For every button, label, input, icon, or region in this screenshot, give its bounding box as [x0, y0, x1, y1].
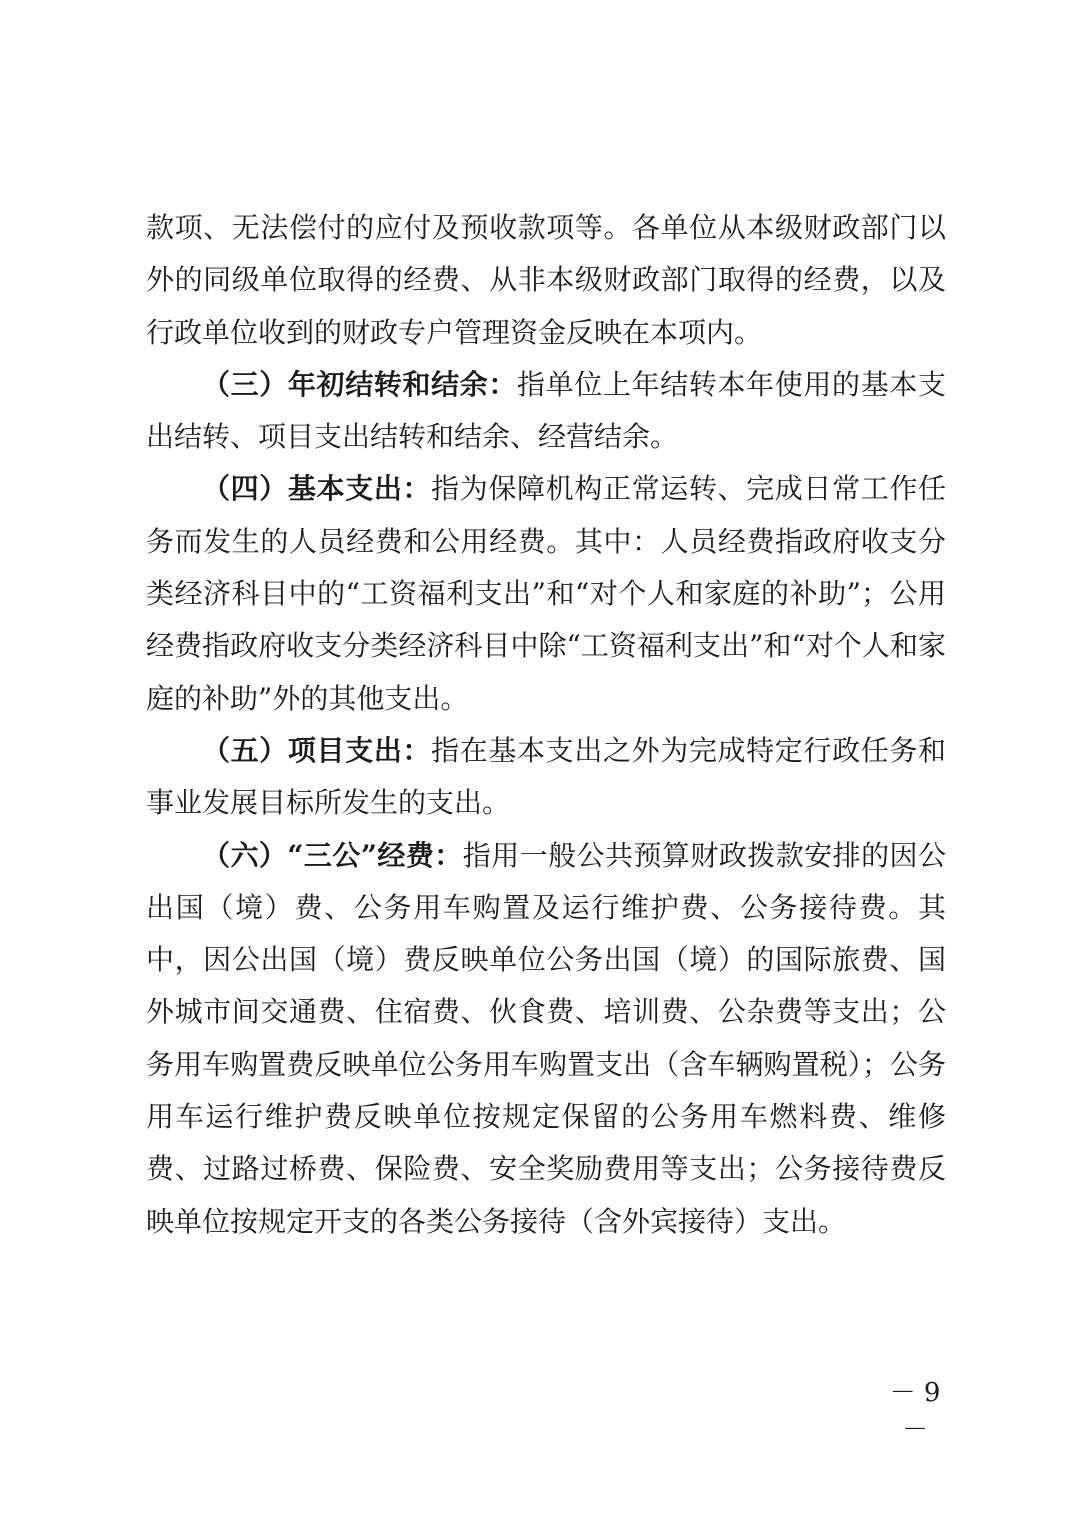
paragraph-continuation [146, 202, 946, 359]
paragraph-text: 指单位上年结转本年使用的基本支出结转、项目支出结转和结余、经营结余。 [146, 367, 946, 454]
section-heading: （六）“三公”经费： [202, 838, 463, 872]
paragraph-text: 指用一般公共预算财政拨款安排的因公出国（境）费、公务用车购置及运行维护费、公务接待费。其中，因公出国（境）费反映单位公务出国（境）的国际旅费、国外城市间交通费、住宿费、伙食费、培训费、公杂费等支出；公务用车购置费反映单位公务用车购置支出（含车辆购置税）；公务用车运行维护费反映单位按规定保留的公务用车燃料费、维修费、过路过桥费、保险费、安全奖励费用等支出；公务接待费反映单位按规定开支的各类公务接待（含外宾接待）支出。 [146, 838, 946, 1238]
paragraph-three-public-expenses [146, 830, 946, 1248]
page-number: － 9 － [889, 1378, 941, 1445]
paragraph-text: 指在基本支出之外为完成特定行政任务和事业发展目标所发生的支出。 [146, 733, 946, 820]
paragraph-basic-expenditure [146, 463, 946, 724]
body-text [146, 202, 946, 1248]
paragraph-text: 指为保障机构正常运转、完成日常工作任务而发生的人员经费和公用经费。其中：人员经费指政府收支分类经济科目中的“工资福利支出”和“对个人和家庭的补助”；公用经费指政府收支分类经济科目中除“工资福利支出”和“对个人和家庭的补助”外的其他支出。 [146, 472, 946, 715]
section-heading: （三）年初结转和结余： [202, 367, 518, 401]
section-heading: （五）项目支出： [202, 733, 432, 767]
paragraph-text: 款项、无法偿付的应付及预收款项等。各单位从本级财政部门以外的同级单位取得的经费、从非本级财政部门取得的经费，以及行政单位收到的财政专户管理资金反映在本项内。 [146, 211, 946, 349]
section-heading: （四）基本支出： [202, 472, 432, 506]
paragraph-project-expenditure [146, 725, 946, 830]
paragraph-carryover-balance [146, 359, 946, 464]
